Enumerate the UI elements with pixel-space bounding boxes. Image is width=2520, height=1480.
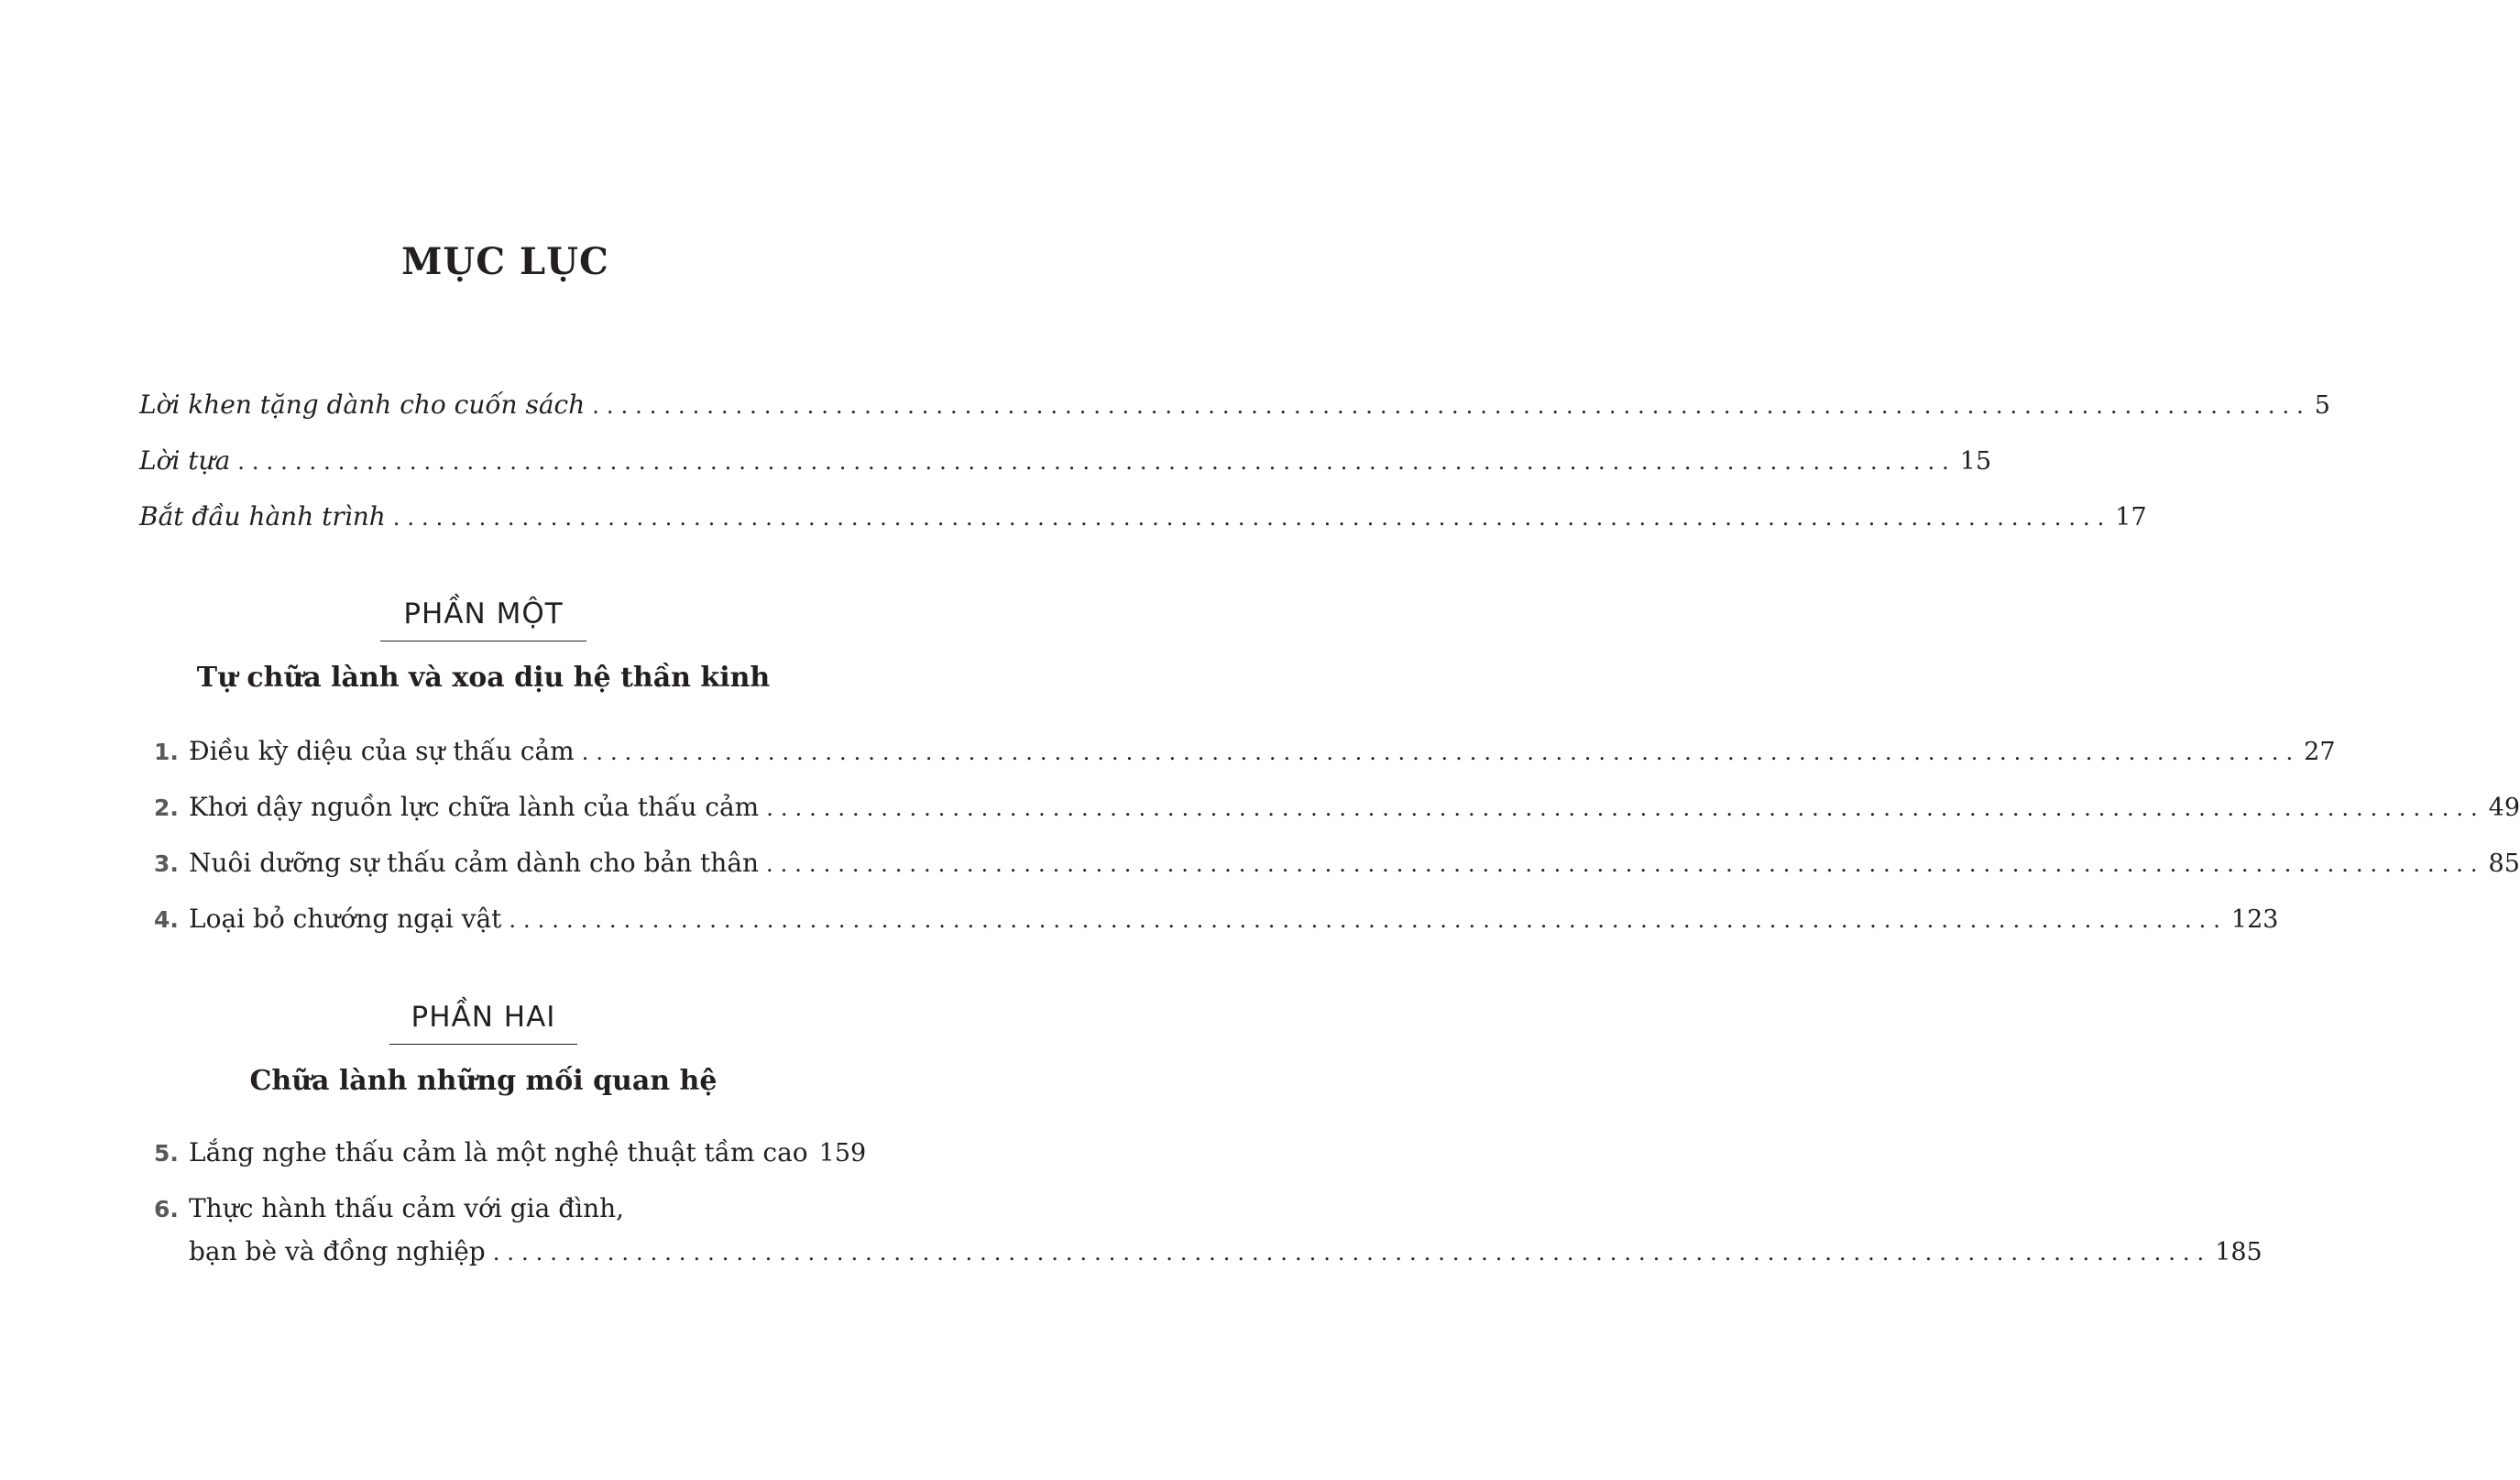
chapter-title: Lắng nghe thấu cảm là một nghệ thuật tầm cao xyxy=(189,1137,808,1168)
chapter-page: 85 xyxy=(2488,850,2520,878)
chapter-page: 123 xyxy=(2230,905,2279,934)
part-divider xyxy=(389,1044,577,1045)
leader-dots: ........................................................................................................................ xyxy=(237,449,1956,475)
part-label: PHẦN HAI xyxy=(411,1001,556,1034)
chapter-number: 4. xyxy=(154,906,179,933)
page-title: MỤC LỤC xyxy=(401,240,609,283)
part-title: Tự chữa lành và xoa dịu hệ thần kinh xyxy=(196,662,771,694)
chapter-number: 6. xyxy=(154,1196,179,1222)
toc-entry-title: Bắt đầu hành trình xyxy=(139,501,386,532)
chapter-title: Loại bỏ chướng ngại vật xyxy=(189,904,502,934)
chapter-title: Khơi dậy nguồn lực chữa lành của thấu cảm xyxy=(189,792,760,822)
part-label: PHẦN MỘT xyxy=(403,597,564,630)
chapter-title-continued: bạn bè và đồng nghiệp xyxy=(189,1236,486,1266)
chapter-page: 185 xyxy=(2215,1238,2263,1266)
part-title: Chữa lành những mối quan hệ xyxy=(249,1065,718,1097)
chapter-title: Điều kỳ diệu của sự thấu cảm xyxy=(189,736,575,766)
toc-entry xyxy=(139,499,2147,536)
toc-chapter xyxy=(139,1135,867,1172)
chapter-number: 1. xyxy=(154,739,179,765)
toc-entry-page: 17 xyxy=(2115,503,2147,532)
toc-entry-page: 15 xyxy=(1959,447,1992,476)
toc-entry-title: Lời khen tặng dành cho cuốn sách xyxy=(139,389,586,420)
chapter-page: 159 xyxy=(818,1139,867,1168)
leader-dots: ........................................................................................................................ xyxy=(492,1240,2212,1266)
toc-entry xyxy=(139,443,1992,480)
leader-dots: ........................................................................................................................ xyxy=(766,795,2485,821)
chapter-page: 27 xyxy=(2304,738,2336,766)
chapter-page: 49 xyxy=(2488,794,2520,822)
toc-entry-title: Lời tựa xyxy=(139,445,231,476)
chapter-number: 2. xyxy=(154,795,179,821)
chapter-number: 3. xyxy=(154,850,179,877)
chapter-title: Thực hành thấu cảm với gia đình, xyxy=(189,1193,625,1223)
toc-chapter xyxy=(139,733,2336,771)
toc-entry xyxy=(139,387,2330,424)
chapter-title: Nuôi dưỡng sự thấu cảm dành cho bản thân xyxy=(189,848,760,878)
leader-dots: ........................................................................................................................ xyxy=(509,907,2228,933)
chapter-number: 5. xyxy=(154,1140,179,1167)
toc-chapter xyxy=(139,1190,827,1228)
toc-entry-page: 5 xyxy=(2314,391,2330,420)
toc-chapter-continued xyxy=(139,1233,2263,1271)
leader-dots: ........................................................................................................................ xyxy=(392,505,2112,531)
leader-dots: ........................................................................................................................ xyxy=(766,851,2485,877)
leader-dots: ........................................................................................................................ xyxy=(592,393,2311,419)
toc-chapter xyxy=(139,789,2520,827)
toc-chapter xyxy=(139,845,2520,883)
leader-dots: ........................................................................................................................ xyxy=(581,740,2301,765)
toc-chapter xyxy=(139,901,2279,938)
